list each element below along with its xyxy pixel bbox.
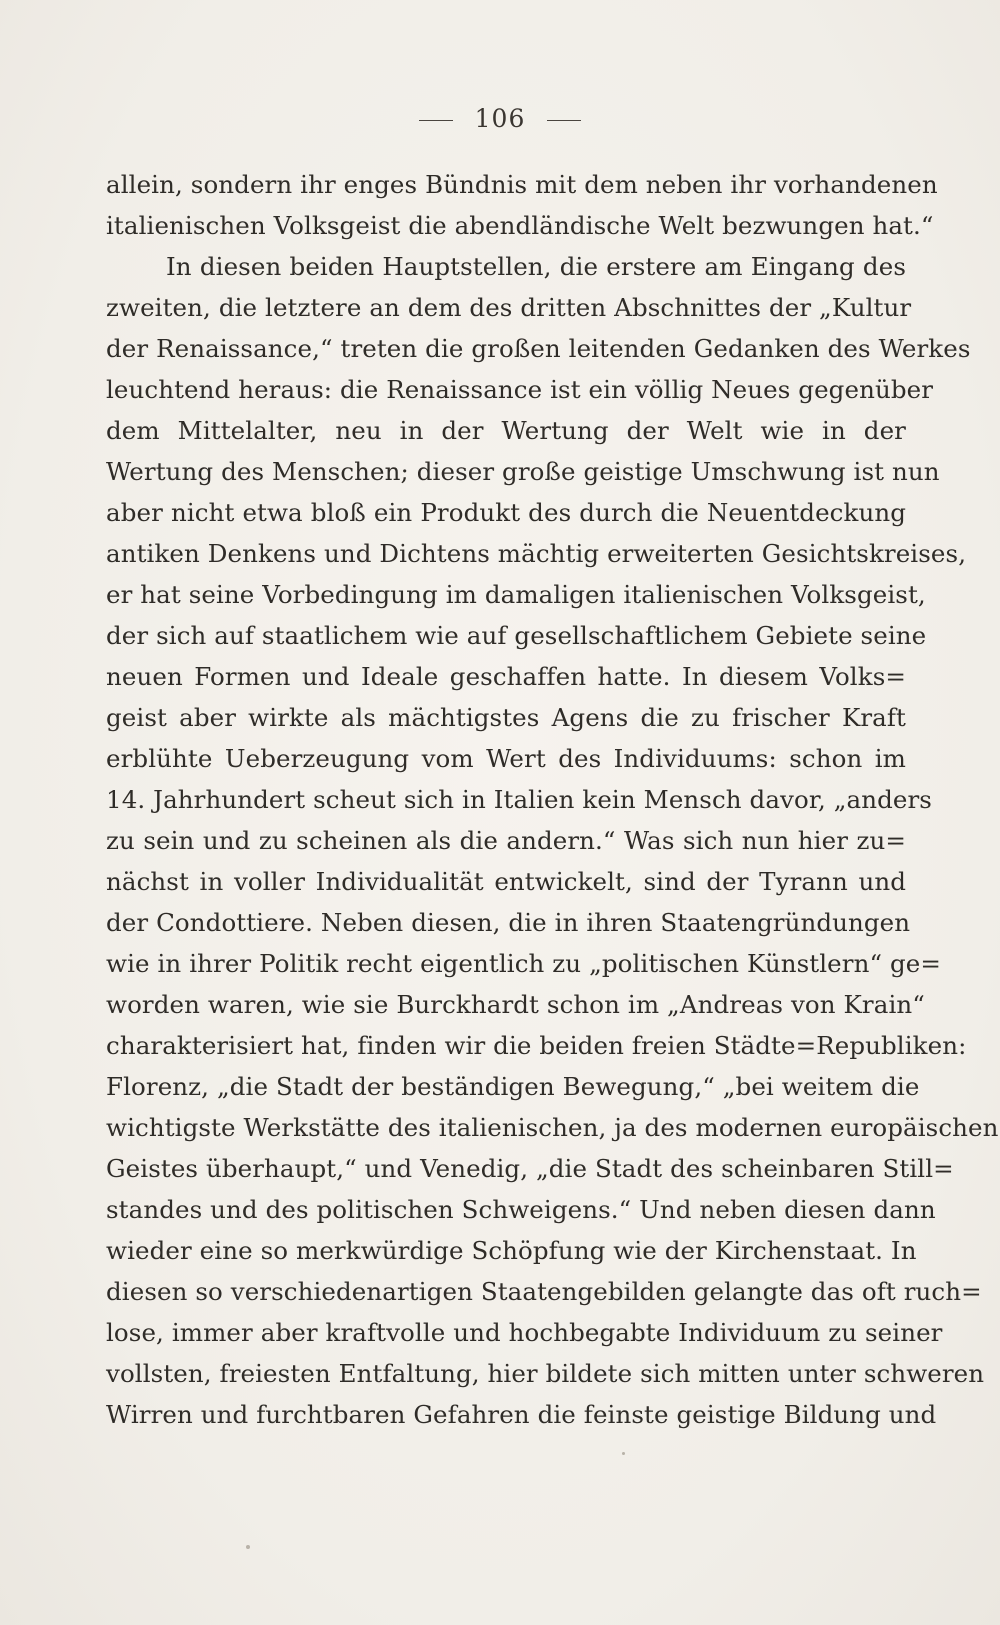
text-line: dem Mittelalter, neu in der Wertung der Welt wie in der: [106, 416, 906, 445]
text-line: Geistes überhaupt,“ und Venedig, „die Stadt des scheinbaren Still=: [106, 1154, 954, 1183]
text-line: allein, sondern ihr enges Bündnis mit dem neben ihr vorhandenen: [106, 170, 938, 199]
text-line: wieder eine so merkwürdige Schöpfung wie der Kirchenstaat. In: [106, 1236, 917, 1265]
text-line: Wertung des Menschen; dieser große geistige Umschwung ist nun: [106, 457, 940, 486]
text-line: zweiten, die letztere an dem des dritten Abschnittes der „Kultur: [106, 293, 912, 322]
text-line: nächst in voller Individualität entwickelt, sind der Tyrann und: [106, 867, 906, 896]
text-line: er hat seine Vorbedingung im damaligen italienischen Volksgeist,: [106, 580, 926, 609]
text-line: der sich auf staatlichem wie auf gesellschaftlichem Gebiete seine: [106, 621, 927, 650]
text-line: antiken Denkens und Dichtens mächtig erweiterten Gesichtskreises,: [106, 539, 967, 568]
paper-speck: [246, 1545, 250, 1549]
text-line: charakterisiert hat, finden wir die beiden freien Städte=Republiken:: [106, 1031, 967, 1060]
text-line: wie in ihrer Politik recht eigentlich zu „politischen Künstlern“ ge=: [106, 949, 941, 978]
text-line: standes und des politischen Schweigens.“ Und neben diesen dann: [106, 1195, 936, 1224]
text-line: geist aber wirkte als mächtigstes Agens die zu frischer Kraft: [106, 703, 906, 732]
text-line: neuen Formen und Ideale geschaffen hatte. In diesem Volks=: [106, 662, 906, 691]
text-line: lose, immer aber kraftvolle und hochbegabte Individuum zu seiner: [106, 1318, 943, 1347]
text-line: Florenz, „die Stadt der beständigen Bewegung,“ „bei weitem die: [106, 1072, 920, 1101]
text-line: vollsten, freiesten Entfaltung, hier bildete sich mitten unter schweren: [106, 1359, 985, 1388]
left-dash: [419, 120, 453, 122]
page-number-header: [0, 104, 1000, 133]
page-number: 106: [474, 104, 526, 133]
text-line: In diesen beiden Hauptstellen, die erstere am Eingang des: [166, 252, 906, 281]
text-line: 14. Jahrhundert scheut sich in Italien kein Mensch davor, „anders: [106, 785, 932, 814]
text-line: der Condottiere. Neben diesen, die in ihren Staatengründungen: [106, 908, 911, 937]
text-line: der Renaissance,“ treten die großen leitenden Gedanken des Werkes: [106, 334, 971, 363]
text-line: zu sein und zu scheinen als die andern.“ Was sich nun hier zu=: [106, 826, 906, 855]
body-text: [106, 164, 999, 1435]
text-line: worden waren, wie sie Burckhardt schon im „Andreas von Krain“: [106, 990, 925, 1019]
text-line: aber nicht etwa bloß ein Produkt des durch die Neuentdeckung: [106, 498, 906, 527]
text-line: wichtigste Werkstätte des italienischen, ja des modernen europäischen: [106, 1113, 999, 1142]
text-line: Wirren und furchtbaren Gefahren die feinste geistige Bildung und: [106, 1400, 937, 1429]
text-line: leuchtend heraus: die Renaissance ist ein völlig Neues gegenüber: [106, 375, 934, 404]
right-dash: [547, 120, 581, 122]
paper-speck: [622, 1452, 625, 1455]
text-line: diesen so verschiedenartigen Staatengebilden gelangte das oft ruch=: [106, 1277, 982, 1306]
text-line: erblühte Ueberzeugung vom Wert des Individuums: schon im: [106, 744, 906, 773]
text-line: italienischen Volksgeist die abendländische Welt bezwungen hat.“: [106, 211, 934, 240]
